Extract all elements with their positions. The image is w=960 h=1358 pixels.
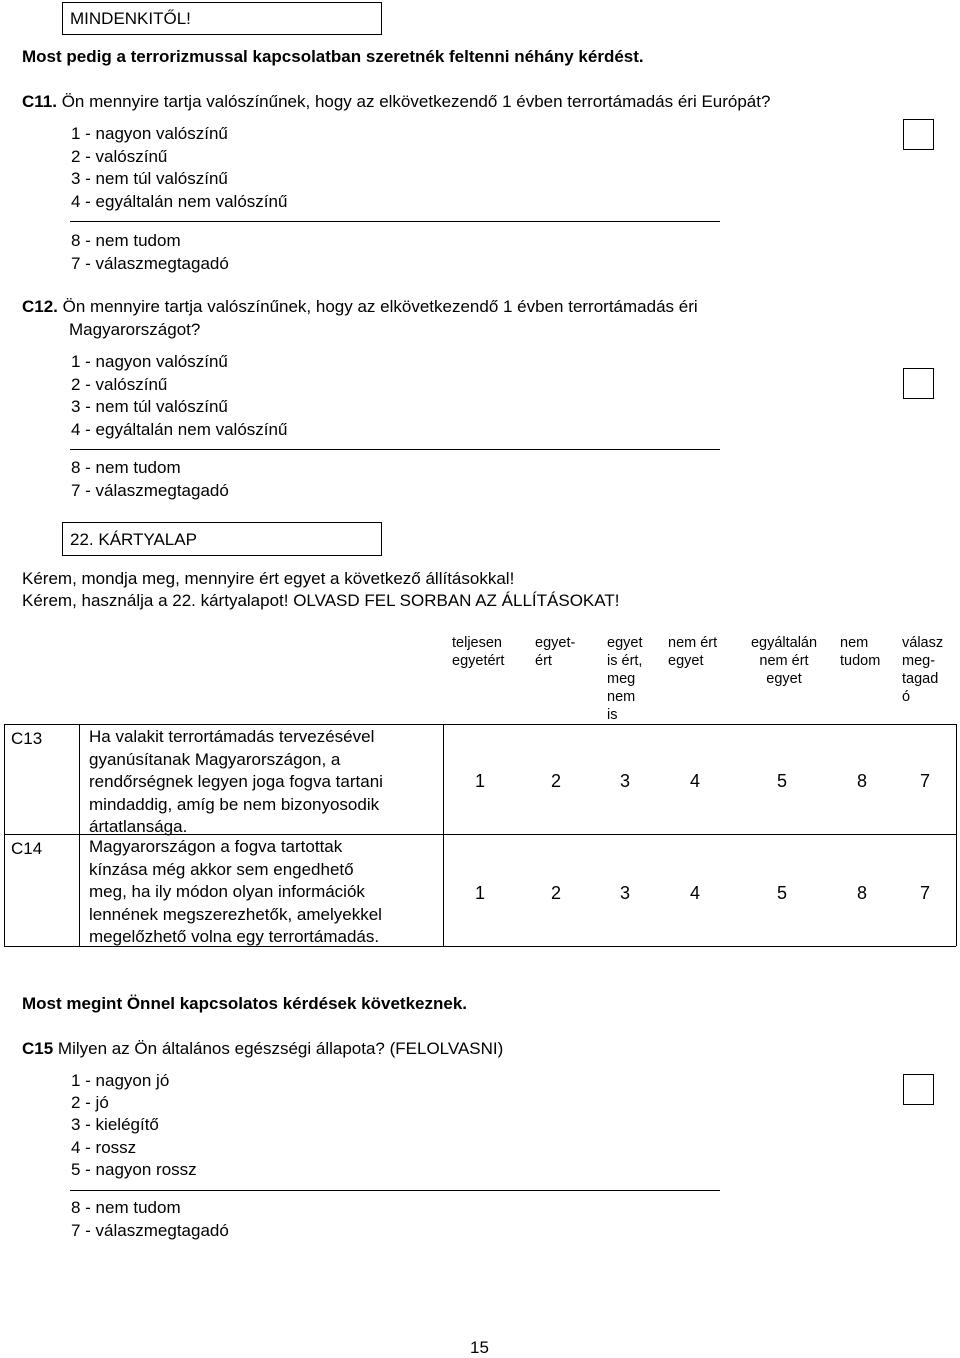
c11-question xyxy=(22,92,770,112)
column-header-line: egyetért xyxy=(452,653,505,669)
table-col-divider xyxy=(79,724,80,946)
c11-option: 3 - nem túl valószínű xyxy=(71,169,228,188)
scale-option-c13-4[interactable]: 4 xyxy=(690,771,701,791)
column-header-line: egyet xyxy=(766,671,802,687)
c11-option: 1 - nagyon valószínű xyxy=(71,124,228,143)
scale-option-c14-1[interactable]: 1 xyxy=(475,883,486,903)
c12-option-dontknow: 8 - nem tudom xyxy=(71,458,181,477)
column-header-line: nem xyxy=(607,689,636,705)
column-header-5 xyxy=(746,634,822,688)
scale-option-c13-1[interactable]: 1 xyxy=(475,771,486,791)
scale-option-c13-3[interactable]: 3 xyxy=(620,771,631,791)
column-header-line: tudom xyxy=(840,653,881,669)
statement-line: rendőrségnek legyen joga fogva tartani xyxy=(89,772,383,791)
c12-question xyxy=(22,297,698,317)
column-header-line: egyáltalán xyxy=(750,635,818,651)
column-header-line: ó xyxy=(902,689,911,705)
c15-question xyxy=(22,1039,503,1059)
c15-divider xyxy=(70,1190,720,1191)
scale-option-c14-4[interactable]: 4 xyxy=(690,883,701,903)
table-border-right xyxy=(956,724,957,946)
statement-line: Magyarországon a fogva tartottak xyxy=(89,837,343,856)
statement-c14 xyxy=(89,836,434,949)
c15-option: 3 - kielégítő xyxy=(71,1115,159,1134)
scale-option-c14-5[interactable]: 5 xyxy=(777,883,788,903)
column-header-6 xyxy=(840,634,880,670)
section2-heading: Most megint Önnel kapcsolatos kérdések következnek. xyxy=(22,994,467,1013)
row-code-c13: C13 xyxy=(11,729,43,748)
scale-option-c13-5[interactable]: 5 xyxy=(777,771,788,791)
c15-option: 2 - jó xyxy=(71,1093,109,1112)
c12-divider xyxy=(70,449,720,450)
statement-line: lennének megszerezhetők, amelyekkel xyxy=(89,904,382,924)
statement-line: kínzása még akkor sem engedhető xyxy=(89,859,354,879)
column-header-line: válasz xyxy=(902,635,944,651)
c11-question-text: Ön mennyire tartja valószínűnek, hogy az elkövetkezendő 1 évben terrortámadás éri Európát? xyxy=(56,92,771,111)
statement-line: megelőzhető volna egy terrortámadás. xyxy=(89,927,380,946)
column-header-line: ért xyxy=(535,653,552,669)
c12-question-line2: Magyarországot? xyxy=(69,320,201,339)
page-number: 15 xyxy=(470,1338,489,1357)
column-header-line: egyet xyxy=(668,653,704,669)
table-border-left xyxy=(4,724,5,946)
c12-option-refused: 7 - válaszmegtagadó xyxy=(71,481,229,500)
column-header-4 xyxy=(668,634,717,670)
statement-line: mindaddig, amíg be nem bizonyosodik xyxy=(89,794,380,814)
c15-option-refused: 7 - válaszmegtagadó xyxy=(71,1221,229,1240)
row-code-c14: C14 xyxy=(11,839,43,858)
column-header-2 xyxy=(535,634,575,670)
statement-c13 xyxy=(89,726,434,839)
c11-divider xyxy=(70,221,720,222)
column-header-7 xyxy=(902,634,943,706)
c15-question-text: Milyen az Ön általános egészségi állapota? (FELOLVASNI) xyxy=(53,1039,504,1058)
c12-option: 4 - egyáltalán nem valószínű xyxy=(71,420,288,439)
intro-text: Most pedig a terrorizmussal kapcsolatban szeretnék feltenni néhány kérdést. xyxy=(22,47,644,66)
mindenkitol-label: MINDENKITŐL! xyxy=(70,9,191,28)
statement-line: Ha valakit terrortámadás tervezésével xyxy=(89,727,375,746)
c11-option: 4 - egyáltalán nem valószínű xyxy=(71,192,288,211)
statement-line: gyanúsítanak Magyarországon, a xyxy=(89,749,341,769)
c15-code: C15 xyxy=(22,1039,54,1058)
c11-option-refused: 7 - válaszmegtagadó xyxy=(71,254,229,273)
scale-option-c13-2[interactable]: 2 xyxy=(551,771,562,791)
column-header-line: egyet xyxy=(607,635,643,651)
c11-code: C11. xyxy=(22,92,57,111)
mindenkitol-label-box xyxy=(62,2,382,35)
column-header-line: nem xyxy=(840,635,869,651)
c12-option: 2 - valószínű xyxy=(71,375,168,394)
c11-option: 2 - valószínű xyxy=(71,147,168,166)
c15-option: 4 - rossz xyxy=(71,1138,137,1157)
column-header-line: is ért, xyxy=(607,653,643,669)
table-border-top xyxy=(4,724,956,725)
c12-code: C12. xyxy=(22,297,58,316)
c15-option-dontknow: 8 - nem tudom xyxy=(71,1198,181,1217)
column-header-line: tagad xyxy=(902,671,939,687)
column-header-line: nem ért xyxy=(668,635,718,651)
column-header-line: meg- xyxy=(902,653,936,669)
card-instruction-1: Kérem, mondja meg, mennyire ért egyet a következő állításokkal! xyxy=(22,569,515,588)
c15-option: 1 - nagyon jó xyxy=(71,1071,170,1090)
scale-option-c14-7[interactable]: 7 xyxy=(920,883,931,903)
kartyalap-label: 22. KÁRTYALAP xyxy=(70,530,197,549)
c12-answer-box[interactable] xyxy=(903,368,934,399)
kartyalap-label-box xyxy=(62,522,382,556)
column-header-3 xyxy=(607,634,642,724)
column-header-1 xyxy=(452,634,504,670)
statement-line: ártatlansága. xyxy=(89,817,188,836)
column-header-line: meg xyxy=(607,671,636,687)
scale-option-c14-3[interactable]: 3 xyxy=(620,883,631,903)
card-instruction-2: Kérem, használja a 22. kártyalapot! OLVASD FEL SORBAN AZ ÁLLÍTÁSOKAT! xyxy=(22,591,620,610)
column-header-line: egyet- xyxy=(535,635,576,651)
c11-option-dontknow: 8 - nem tudom xyxy=(71,231,181,250)
column-header-line: teljesen xyxy=(452,635,502,651)
scale-option-c14-2[interactable]: 2 xyxy=(551,883,562,903)
scale-option-c14-8[interactable]: 8 xyxy=(857,883,868,903)
c11-answer-box[interactable] xyxy=(903,119,934,150)
c12-option: 1 - nagyon valószínű xyxy=(71,352,228,371)
scale-option-c13-8[interactable]: 8 xyxy=(857,771,868,791)
c15-option: 5 - nagyon rossz xyxy=(71,1160,197,1179)
column-header-line: is xyxy=(607,707,618,723)
column-header-line: nem ért xyxy=(759,653,809,669)
c15-answer-box[interactable] xyxy=(903,1074,934,1105)
c12-option: 3 - nem túl valószínű xyxy=(71,397,228,416)
table-col-divider xyxy=(443,724,444,946)
statement-line: meg, ha ily módon olyan információk xyxy=(89,882,365,901)
scale-option-c13-7[interactable]: 7 xyxy=(920,771,931,791)
c12-question-text: Ön mennyire tartja valószínűnek, hogy az elkövetkezendő 1 évben terrortámadás éri xyxy=(57,297,698,316)
